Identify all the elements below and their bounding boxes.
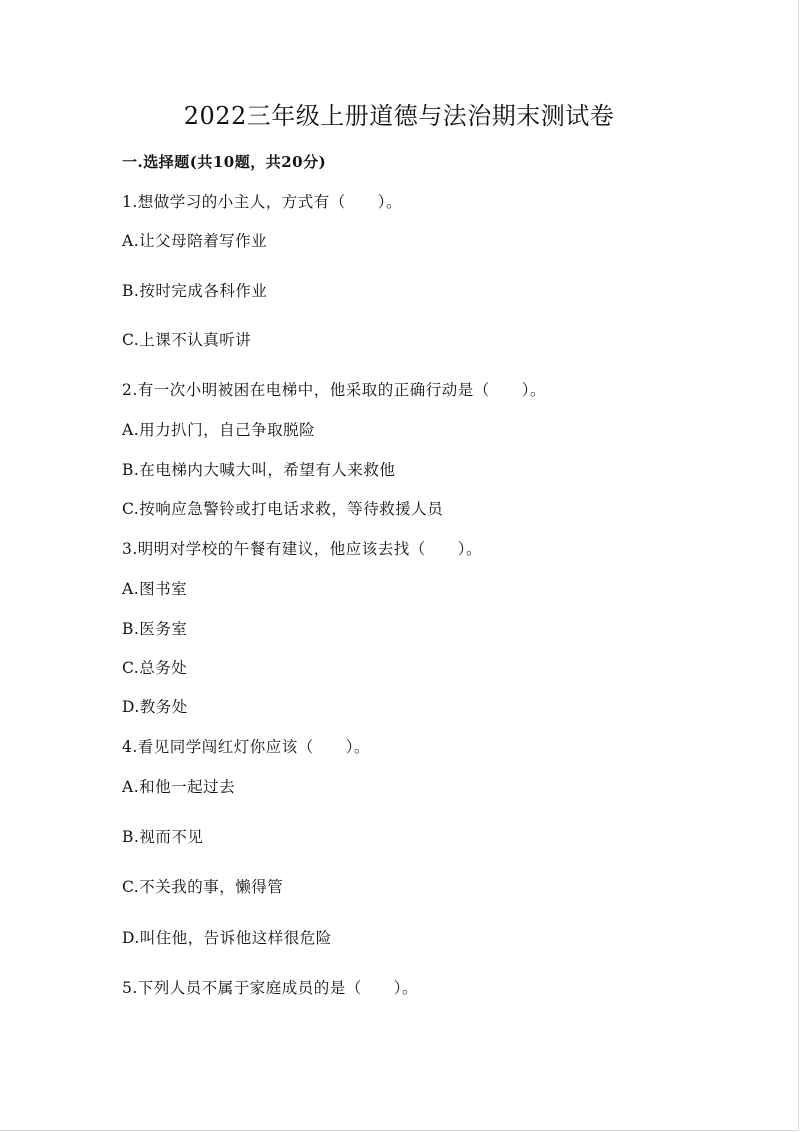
question-4-option-b: B.视而不见 (122, 828, 204, 846)
section-heading: 一.选择题(共10题，共20分) (122, 153, 327, 171)
question-3-option-a: A.图书室 (122, 580, 188, 598)
question-2-option-b: B.在电梯内大喊大叫，希望有人来救他 (122, 461, 396, 479)
question-4-option-a: A.和他一起过去 (122, 778, 236, 796)
question-1-option-b: B.按时完成各科作业 (122, 282, 268, 300)
question-1-option-c: C.上课不认真听讲 (122, 331, 252, 349)
question-2-option-a: A.用力扒门，自己争取脱险 (122, 421, 316, 439)
question-1-option-a: A.让父母陪着写作业 (122, 232, 268, 250)
page-title: 2022三年级上册道德与法治期末测试卷 (183, 102, 615, 130)
question-1-stem: 1.想做学习的小主人，方式有（ ）。 (122, 193, 403, 211)
question-2-stem: 2.有一次小明被困在电梯中，他采取的正确行动是（ ）。 (122, 381, 547, 399)
question-3-option-d: D.教务处 (122, 698, 188, 716)
question-4-stem: 4.看见同学闯红灯你应该（ ）。 (122, 738, 371, 756)
question-2-option-c: C.按响应急警铃或打电话求救，等待救援人员 (122, 500, 444, 518)
question-5-stem: 5.下列人员不属于家庭成员的是（ ）。 (122, 979, 419, 997)
question-3-stem: 3.明明对学校的午餐有建议，他应该去找（ ）。 (122, 540, 483, 558)
question-4-option-d: D.叫住他，告诉他这样很危险 (122, 929, 332, 947)
question-3-option-c: C.总务处 (122, 659, 188, 677)
question-4-option-c: C.不关我的事，懒得管 (122, 878, 284, 896)
question-3-option-b: B.医务室 (122, 620, 188, 638)
